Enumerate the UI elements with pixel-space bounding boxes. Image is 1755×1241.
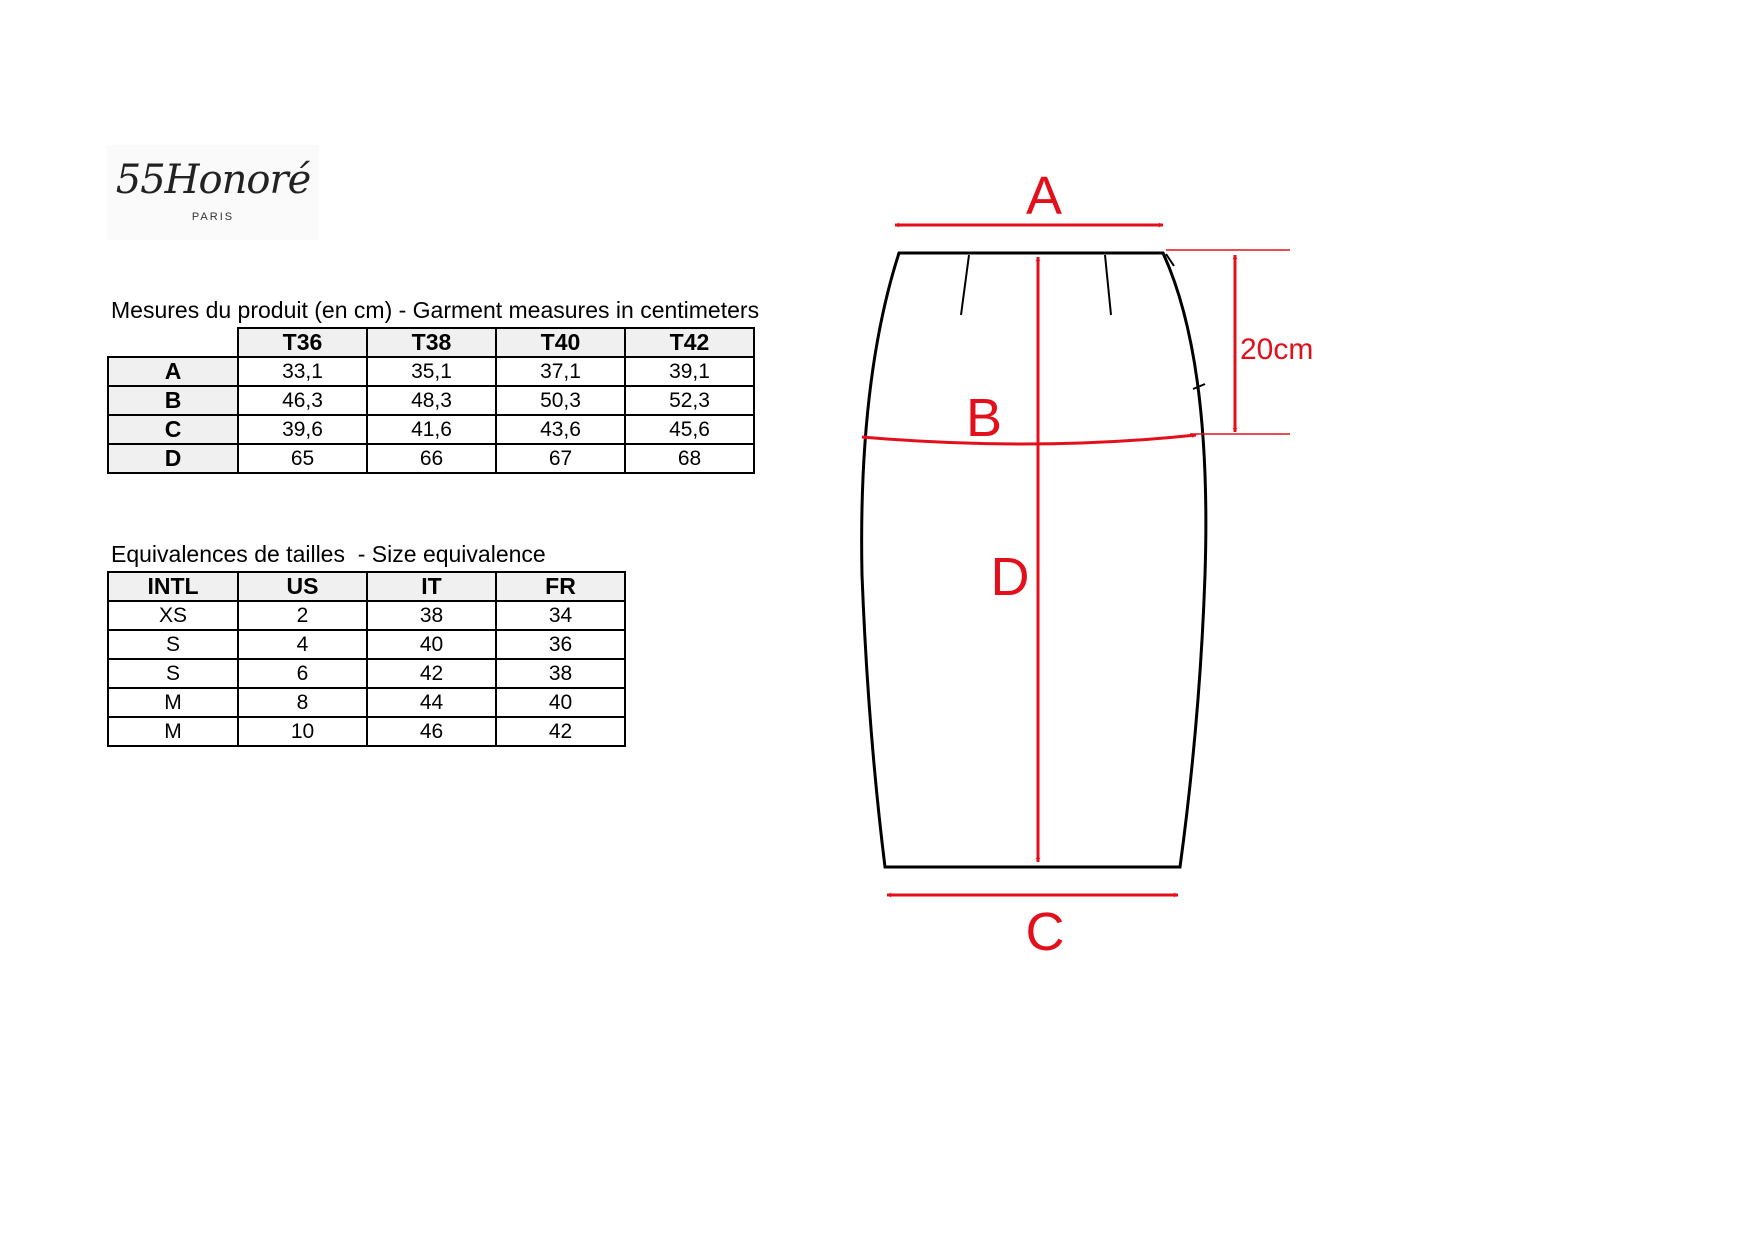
table-cell: S (108, 630, 238, 659)
column-header: T36 (238, 328, 367, 357)
equivalence-caption: Equivalences de tailles - Size equivalence (111, 541, 546, 567)
table-cell: 68 (625, 444, 754, 473)
measurement-arrows (862, 225, 1290, 895)
column-header: T42 (625, 328, 754, 357)
table-cell: 36 (496, 630, 625, 659)
table-cell: M (108, 688, 238, 717)
table-cell: 42 (367, 659, 496, 688)
label-c: C (1025, 902, 1065, 962)
table-cell: 39,6 (238, 415, 367, 444)
row-header: B (108, 386, 238, 415)
table-cell: 34 (496, 601, 625, 630)
table-cell: 50,3 (496, 386, 625, 415)
column-header: US (238, 572, 367, 601)
row-header: C (108, 415, 238, 444)
column-header: T40 (496, 328, 625, 357)
label-a: A (1025, 166, 1063, 226)
column-header: FR (496, 572, 625, 601)
table-cell: XS (108, 601, 238, 630)
table-cell: 6 (238, 659, 367, 688)
skirt-shape (862, 253, 1206, 867)
label-b: B (965, 388, 1003, 448)
arrow-b (862, 435, 1196, 444)
table-cell: 33,1 (238, 357, 367, 386)
table-cell: 48,3 (367, 386, 496, 415)
brand-name: 55Honoré (115, 157, 311, 203)
dart-right (1105, 255, 1111, 315)
row-header: D (108, 444, 238, 473)
table-cell: 43,6 (496, 415, 625, 444)
table-cell: 35,1 (367, 357, 496, 386)
column-header: T38 (367, 328, 496, 357)
table-cell: 42 (496, 717, 625, 746)
row-header: A (108, 357, 238, 386)
table-cell: 38 (496, 659, 625, 688)
table-cell: 46,3 (238, 386, 367, 415)
table-cell: 52,3 (625, 386, 754, 415)
table-cell: 40 (496, 688, 625, 717)
table-cell: M (108, 717, 238, 746)
table-cell: 44 (367, 688, 496, 717)
label-hip-offset: 20cm (1240, 333, 1314, 366)
table-cell: 4 (238, 630, 367, 659)
table-cell: S (108, 659, 238, 688)
measurement-labels (966, 166, 1313, 962)
column-header: IT (367, 572, 496, 601)
table-cell: 37,1 (496, 357, 625, 386)
table-cell: 46 (367, 717, 496, 746)
table-cell: 8 (238, 688, 367, 717)
table-cell: 45,6 (625, 415, 754, 444)
table-cell: 2 (238, 601, 367, 630)
table-cell: 39,1 (625, 357, 754, 386)
label-d: D (990, 547, 1030, 607)
table-cell: 66 (367, 444, 496, 473)
dart-left (961, 255, 969, 315)
table-cell: 65 (238, 444, 367, 473)
table-cell: 40 (367, 630, 496, 659)
skirt-outline (862, 253, 1206, 867)
table-cell: 10 (238, 717, 367, 746)
measures-caption: Mesures du produit (en cm) - Garment measures in centimeters (111, 297, 760, 323)
column-header: INTL (108, 572, 238, 601)
table-cell: 38 (367, 601, 496, 630)
table-cell: 67 (496, 444, 625, 473)
table-cell: 41,6 (367, 415, 496, 444)
brand-city: PARIS (191, 211, 235, 223)
